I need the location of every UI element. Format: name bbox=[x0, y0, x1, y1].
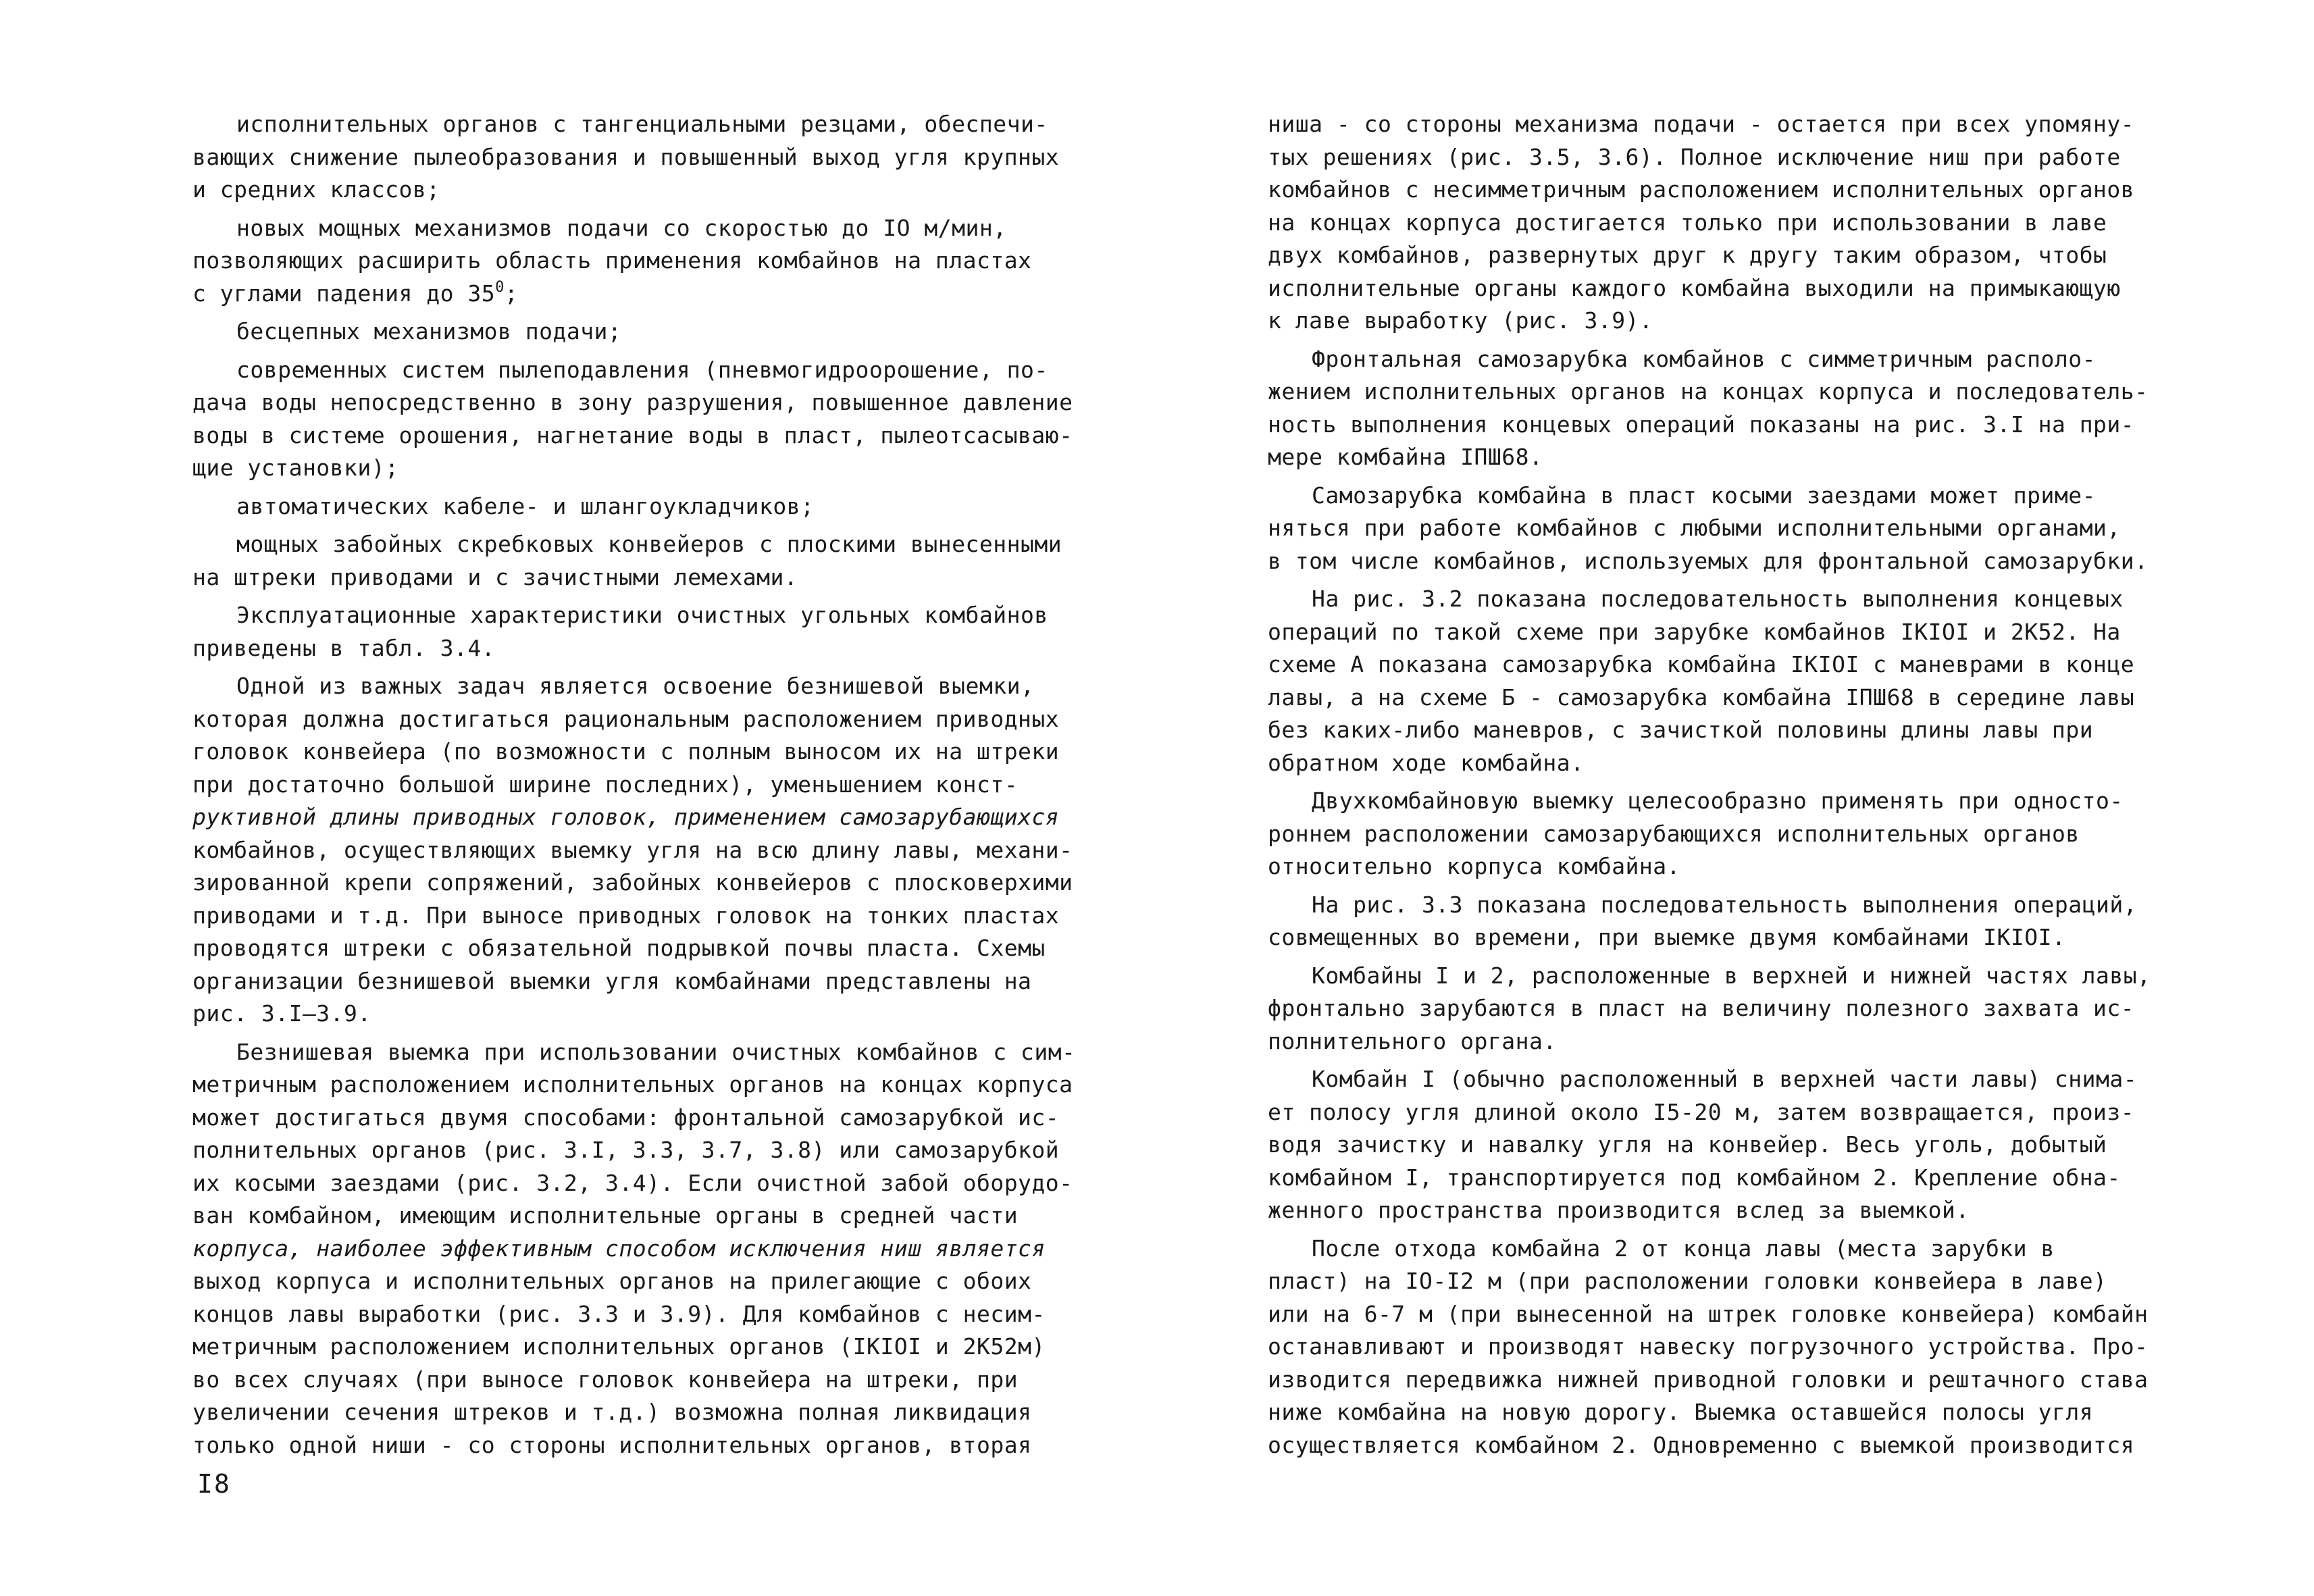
text-line: комбайном I, транспортируется под комбайном 2. Крепление обна- bbox=[1268, 1164, 2121, 1191]
text-line: зированной крепи сопряжений, забойных конвейеров с плосковерхими bbox=[192, 869, 1073, 896]
text-line: водя зачистку и навалку угля на конвейер. Весь уголь, добытый bbox=[1268, 1131, 2107, 1158]
text-line: рис. 3.I–3.9. bbox=[192, 1000, 371, 1027]
text-line: няться при работе комбайнов с любыми исполнительными органами, bbox=[1268, 515, 2121, 541]
text-line: щие установки); bbox=[192, 455, 399, 481]
text-line: Безнишевая выемка при использовании очистных комбайнов с сим- bbox=[236, 1038, 1076, 1065]
text-line: новых мощных механизмов подачи со скоростью до IO м/мин, bbox=[236, 214, 1007, 241]
text-line: на концах корпуса достигается только при использовании в лаве bbox=[1268, 209, 2107, 236]
text-line: выход корпуса и исполнительных органов на прилегающие с обоих bbox=[192, 1268, 1032, 1294]
text-line: Самозарубка комбайна в пласт косыми заездами может приме- bbox=[1312, 482, 2096, 509]
text-line: пласт) на IO-I2 м (при расположении головки конвейера в лаве) bbox=[1268, 1268, 2107, 1294]
text-line: ет полосу угля длиной около I5-20 м, затем возвращается, произ- bbox=[1268, 1098, 2135, 1125]
text-line: автоматических кабеле- и шлангоукладчиков; bbox=[236, 492, 815, 519]
text-line: осуществляется комбайном 2. Одновременно с выемкой производится bbox=[1268, 1431, 2135, 1458]
text-line: ниже комбайна на новую дорогу. Выемка оставшейся полосы угля bbox=[1268, 1399, 2094, 1425]
text-line: Эксплуатационные характеристики очистных угольных комбайнов bbox=[236, 602, 1048, 628]
text-line: изводится передвижка нижней приводной головки и рештачного става bbox=[1268, 1366, 2149, 1393]
text-line: бесцепных механизмов подачи; bbox=[236, 318, 622, 344]
text-line: На рис. 3.2 показана последовательность выполнения концевых bbox=[1312, 586, 2124, 612]
text-line: приводами и т.д. При выносе приводных головок на тонких пластах bbox=[192, 902, 1060, 929]
text-line: головок конвейера (по возможности с полным выносом их на штреки bbox=[192, 738, 1060, 765]
text-line: без каких-либо маневров, с зачисткой половины длины лавы при bbox=[1268, 717, 2094, 743]
text-line: комбайнов с несимметричным расположением исполнительных органов bbox=[1268, 176, 2135, 203]
text-line: их косыми заездами (рис. 3.2, 3.4). Если очистной забой оборудо- bbox=[192, 1169, 1073, 1196]
text-line: только одной ниши - со стороны исполнительных органов, вторая bbox=[192, 1431, 1032, 1458]
text-line: Комбайн I (обычно расположенный в верхней части лавы) снима- bbox=[1312, 1066, 2138, 1092]
text-line: или на 6-7 м (при вынесенной на штрек головке конвейера) комбайн bbox=[1268, 1300, 2149, 1327]
text-line: На рис. 3.3 показана последовательность выполнения операций, bbox=[1312, 891, 2138, 918]
text-line: руктивной длины приводных головок, применением самозарубающихся bbox=[192, 804, 1060, 830]
text-line: мере комбайна IПШ68. bbox=[1268, 444, 1543, 470]
text-line: вающих снижение пылеобразования и повышенный выход угля крупных bbox=[192, 143, 1060, 170]
text-line: ван комбайном, имеющим исполнительные органы в средней части bbox=[192, 1202, 1019, 1229]
text-line: в том числе комбайнов, используемых для фронтальной самозарубки. bbox=[1268, 547, 2149, 574]
text-line: Одной из важных задач является освоение безнишевой выемки, bbox=[236, 673, 1035, 699]
text-line: фронтально зарубаются в пласт на величину полезного захвата ис- bbox=[1268, 995, 2135, 1021]
text-line: относительно корпуса комбайна. bbox=[1268, 853, 1681, 879]
text-line: обратном ходе комбайна. bbox=[1268, 749, 1585, 776]
text-line: на штреки приводами и с зачистными лемехами. bbox=[192, 563, 798, 590]
left-text-column bbox=[192, 108, 1076, 1462]
text-line: роннем расположении самозарубающихся исполнительных органов bbox=[1268, 820, 2080, 847]
text-line: исполнительных органов с тангенциальными резцами, обеспечи- bbox=[236, 111, 1048, 137]
text-line: метричным расположением исполнительных органов на концах корпуса bbox=[192, 1071, 1073, 1098]
text-line: двух комбайнов, развернутых друг к другу таким образом, чтобы bbox=[1268, 242, 2107, 268]
text-line: организации безнишевой выемки угля комбайнами представлены на bbox=[192, 967, 1032, 994]
text-line: операций по такой схеме при зарубке комбайнов IKIOI и 2K52. На bbox=[1268, 618, 2121, 645]
text-line: Комбайны I и 2, расположенные в верхней и нижней частях лавы, bbox=[1312, 962, 2151, 989]
text-line: совмещенных во времени, при выемке двумя комбайнами IKIOI. bbox=[1268, 924, 2066, 950]
text-line: тых решениях (рис. 3.5, 3.6). Полное исключение ниш при работе bbox=[1268, 143, 2121, 170]
text-line: к лаве выработку (рис. 3.9). bbox=[1268, 307, 1653, 334]
text-line: приведены в табл. 3.4. bbox=[192, 634, 496, 661]
text-line: жением исполнительных органов на концах корпуса и последователь- bbox=[1268, 378, 2149, 405]
text-line: полнительного органа. bbox=[1268, 1027, 1557, 1054]
text-line: корпуса, наиболее эффективным способом исключения ниш является bbox=[192, 1235, 1046, 1262]
text-line: останавливают и производят навеску погрузочного устройства. Про- bbox=[1268, 1333, 2149, 1360]
right-text-column bbox=[1268, 108, 2151, 1462]
text-line: позволяющих расширить область применения комбайнов на пластах bbox=[192, 247, 1032, 274]
text-line: ниша - со стороны механизма подачи - остается при всех упомяну- bbox=[1268, 111, 2135, 137]
text-line: схеме А показана самозарубка комбайна IKIOI с маневрами в конце bbox=[1268, 651, 2135, 677]
text-line: полнительных органов (рис. 3.I, 3.3, 3.7, 3.8) или самозарубкой bbox=[192, 1137, 1060, 1163]
text-line: может достигаться двумя способами: фронтальной самозарубкой ис- bbox=[192, 1104, 1060, 1131]
text-line: лавы, а на схеме Б - самозарубка комбайна IПШ68 в середине лавы bbox=[1268, 684, 2135, 711]
text-line: ность выполнения концевых операций показаны на рис. 3.I на при- bbox=[1268, 411, 2135, 438]
text-line: современных систем пылеподавления (пневмогидроорошение, по- bbox=[236, 356, 1048, 383]
text-line: мощных забойных скребковых конвейеров с плоскими вынесенными bbox=[236, 531, 1062, 557]
text-line: исполнительные органы каждого комбайна выходили на примыкающую bbox=[1268, 274, 2121, 301]
text-line: комбайнов, осуществляющих выемку угля на всю длину лавы, механи- bbox=[192, 836, 1073, 863]
right-page bbox=[1157, 0, 2314, 1596]
page-number: I8 bbox=[197, 1469, 231, 1499]
text-line: дача воды непосредственно в зону разрушения, повышенное давление bbox=[192, 389, 1073, 415]
text-line: во всех случаях (при выносе головок конвейера на штреки, при bbox=[192, 1366, 1019, 1393]
text-line: проводятся штреки с обязательной подрывкой почвы пласта. Схемы bbox=[192, 935, 1046, 961]
text-line: и средних классов; bbox=[192, 176, 440, 203]
text-line: метричным расположением исполнительных органов (IKIOI и 2K52м) bbox=[192, 1333, 1046, 1360]
text-line: Фронтальная самозарубка комбайнов с симметричным располо- bbox=[1312, 345, 2096, 372]
text-line: Двухкомбайновую выемку целесообразно применять при односто- bbox=[1312, 788, 2124, 814]
text-line: воды в системе орошения, нагнетание воды в пласт, пылеотсасываю- bbox=[192, 421, 1073, 448]
text-line: при достаточно большой ширине последних), уменьшением конст- bbox=[192, 771, 1019, 798]
text-line: концов лавы выработки (рис. 3.3 и 3.9). Для комбайнов с несим- bbox=[192, 1300, 1046, 1327]
text-line: После отхода комбайна 2 от конца лавы (места зарубки в bbox=[1312, 1235, 2055, 1262]
text-line: увеличении сечения штреков и т.д.) возможна полная ликвидация bbox=[192, 1399, 1032, 1425]
text-line: с углами падения до $35^0$; bbox=[192, 278, 519, 307]
text-line: женного пространства производится вслед за выемкой. bbox=[1268, 1197, 1970, 1223]
text-line: которая должна достигаться рациональным расположением приводных bbox=[192, 705, 1060, 732]
